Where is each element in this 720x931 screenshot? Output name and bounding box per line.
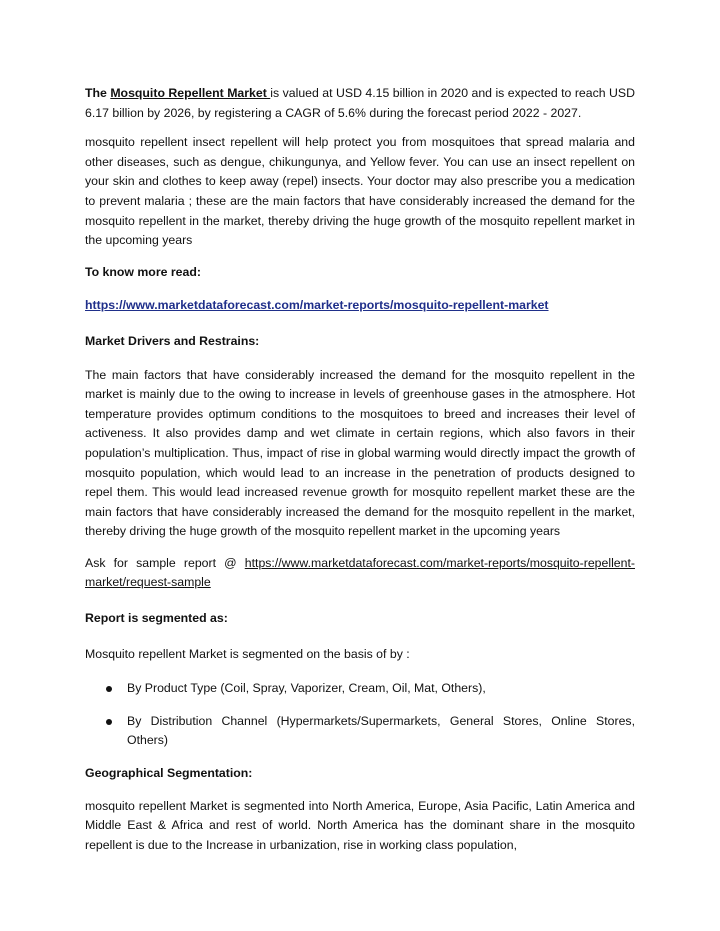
intro-lead: The <box>85 86 111 100</box>
document-page <box>85 84 635 855</box>
intro-text: is valued at USD 4.15 billion in 2020 and is expected to reach USD 6.17 billion by 2026, by registering a CAGR of 5.6% during the forecast period 2022 - 2027. <box>85 86 635 120</box>
market-report-link[interactable]: https://www.marketdataforecast.com/market-reports/mosquito-repellent-market <box>85 298 549 313</box>
drivers-heading: Market Drivers and Restrains: <box>85 333 260 348</box>
segmentation-intro: Mosquito repellent Market is segmented on the basis of by : <box>85 646 410 661</box>
intro-paragraph <box>85 84 635 123</box>
list-item-text: By Distribution Channel (Hypermarkets/Supermarkets, General Stores, Online Stores, Others) <box>127 713 635 748</box>
bullet-icon <box>106 719 112 725</box>
list-item <box>85 679 635 699</box>
geo-heading: Geographical Segmentation: <box>85 766 253 781</box>
list-item <box>85 712 635 751</box>
geo-paragraph: mosquito repellent Market is segmented into North America, Europe, Asia Pacific, Latin America and Middle East & Africa and rest of world. North America has the dominant share in the mosquito repellent is due to the Increase in urbanization, rise in working class population, <box>85 798 635 852</box>
sample-request-paragraph <box>85 554 635 593</box>
sample-request-label: Ask for sample report @ <box>85 555 245 570</box>
know-more-link-paragraph <box>85 296 635 316</box>
know-more-heading: To know more read: <box>85 264 201 279</box>
bullet-icon <box>106 686 112 692</box>
segmentation-list <box>85 679 635 751</box>
list-item-text: By Product Type (Coil, Spray, Vaporizer, Cream, Oil, Mat, Others), <box>127 681 486 696</box>
insect-repellent-paragraph: mosquito repellent insect repellent will help protect you from mosquitoes that spread malaria and other diseases, such as dengue, chikungunya, and Yellow fever. You can use an insect repellent on your skin and clothes to keep away (repel) insects. Your doctor may also prescribe you a medication to prevent malaria ; these are the main factors that have considerably increased the demand for the mosquito repellent in the market, thereby driving the huge growth of the mosquito repellent market in the upcoming years <box>85 135 635 248</box>
sample-request-link[interactable]: https://www.marketdataforecast.com/market-reports/mosquito-repellent-market/request-sample <box>85 555 635 590</box>
segmentation-heading: Report is segmented as: <box>85 611 228 626</box>
drivers-paragraph: The main factors that have considerably increased the demand for the mosquito repellent in the market is mainly due to the owing to increase in levels of greenhouse gases in the atmosphere. Hot temperature provides optimum conditions to the mosquitoes to breed and increases their level of activeness. It also provides damp and wet climate in certain regions, which also favors in their population’s multiplication. Thus, impact of rise in global warming would directly impact the growth of mosquito population, which would lead to an increase in the penetration of products designed to repel them. This would lead increased revenue growth for mosquito repellent market these are the main factors that have considerably increased the demand for the mosquito repellent in the market, thereby driving the huge growth of the mosquito repellent market in the upcoming years <box>85 367 635 539</box>
market-name-link[interactable]: Mosquito Repellent Market <box>110 86 271 100</box>
